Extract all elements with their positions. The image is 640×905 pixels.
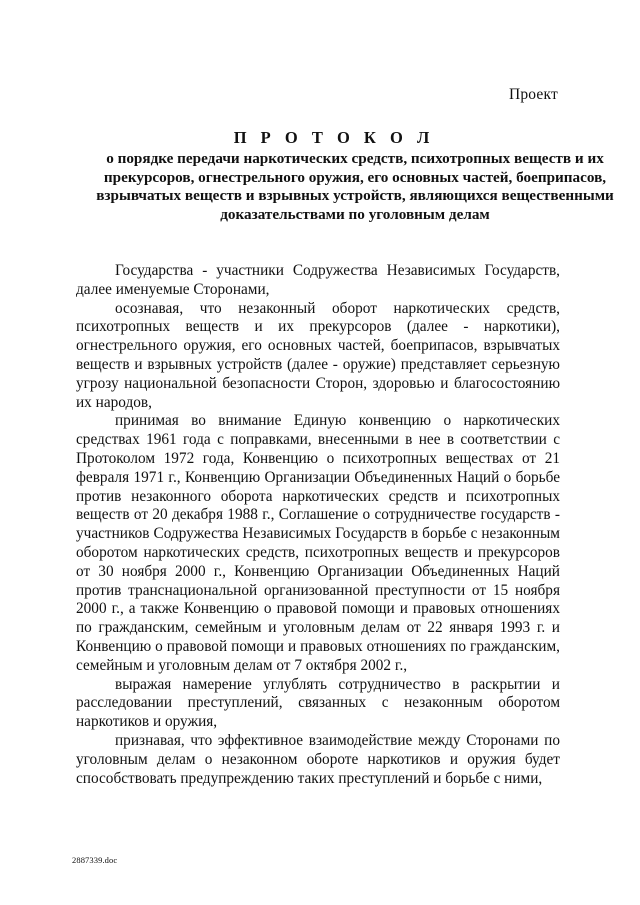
document-body bbox=[76, 262, 560, 788]
draft-label: Проект bbox=[508, 86, 558, 103]
paragraph-parties: Государства - участники Содружества Независимых Государств, далее именуемые Сторонами, bbox=[76, 262, 560, 298]
document-file-code: 2887339.doc bbox=[72, 855, 118, 865]
paragraph-intent: выражая намерение углублять сотрудничество в раскрытии и расследовании преступлений, связанных с незаконным оборотом наркотиков и оружия, bbox=[76, 675, 560, 731]
paragraph-aware: осознавая, что незаконный оборот наркотических средств, психотропных веществ и их прекурсоров (далее - наркотики), огнестрельного оружия, его основных частей, боеприпасов, взрывчатых веществ и взрывных устройств (далее - оружие) представляет серьезную угрозу национальной безопасности Сторон, здоровью и благосостоянию их народов, bbox=[76, 299, 560, 411]
document-title: П Р О Т О К О Л bbox=[233, 128, 435, 147]
paragraph-recognizing: признавая, что эффективное взаимодействие между Сторонами по уголовным делам о незаконном обороте наркотиков и оружия будет способствовать предупреждению таких преступлений и борьбе с ними, bbox=[76, 731, 560, 787]
paragraph-considering: принимая во внимание Единую конвенцию о наркотических средствах 1961 года с поправками, внесенными в нее в соответствии с Протоколом 1972 года, Конвенцию о психотропных веществах от 21 февраля 1971 г., Конвенцию Организации Объединенных Наций о борьбе против незаконного оборота наркотических средств и психотропных веществ от 20 декабря 1988 г., Соглашение о сотрудничестве государств - участников Содружества Независимых Государств в борьбе с незаконным оборотом наркотических средств, психотропных веществ и прекурсоров от 30 ноября 2000 г., Конвенцию Организации Объединенных Наций против транснациональной организованной преступности от 15 ноября 2000 г., а также Конвенцию о правовой помощи и правовых отношениях по гражданским, семейным и уголовным делам от 22 января 1993 г. и Конвенцию о правовой помощи и правовых отношениях по гражданским, семейным и уголовным делам от 7 октября 2002 г., bbox=[76, 412, 560, 674]
document-subtitle: о порядке передачи наркотических средств, психотропных веществ и их прекурсоров, огнестрельного оружия, его основных частей, боеприпасов, взрывчатых веществ и взрывных устройств, являющихся вещественными доказательствами по уголовным делам bbox=[96, 150, 614, 223]
